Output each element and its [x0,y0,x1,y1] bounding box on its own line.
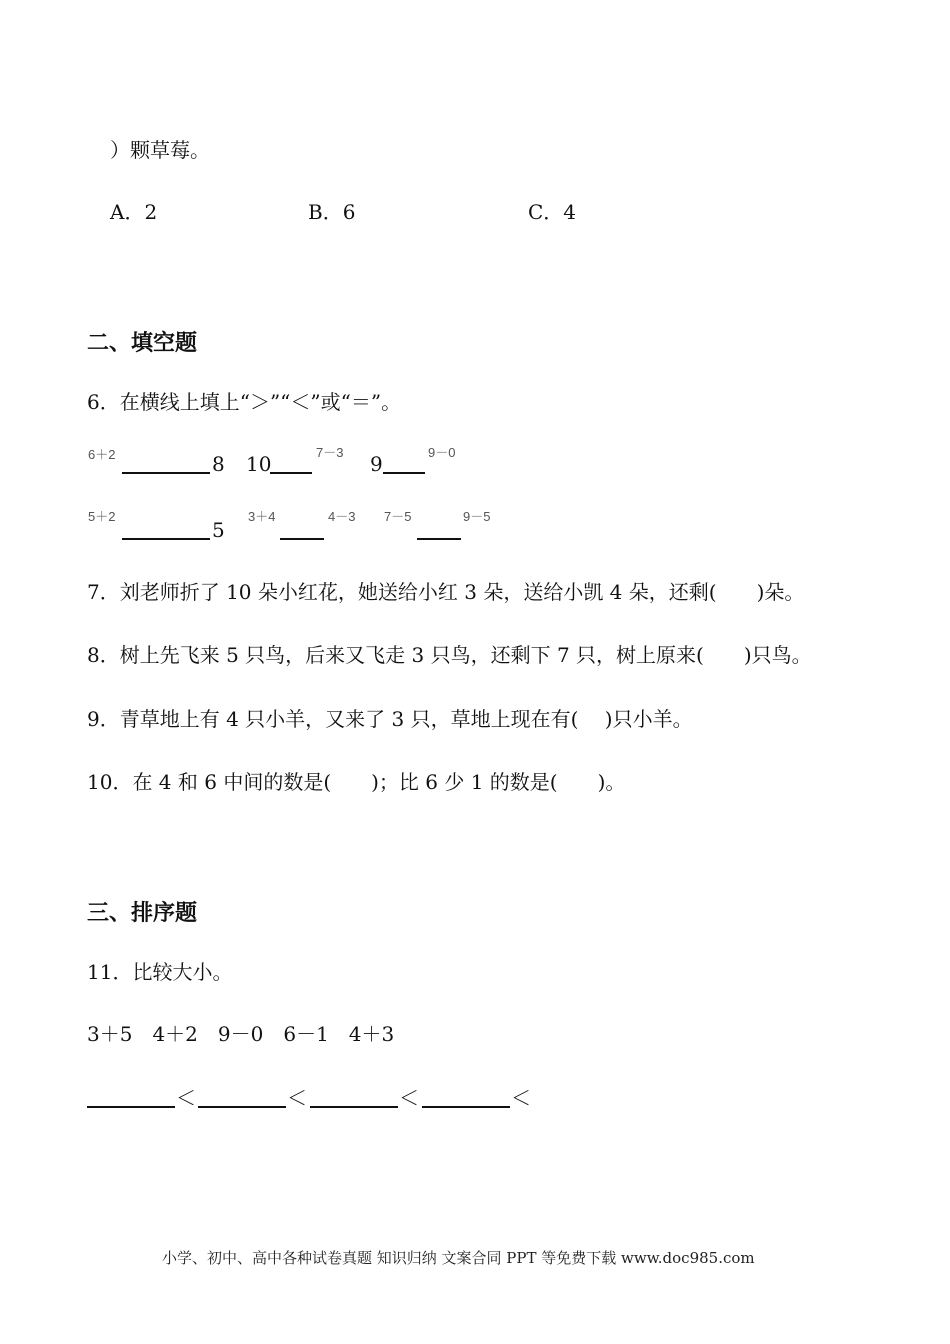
q8-text: 8．树上先飞来 5 只鸟，后来又飞走 3 只鸟，还剩下 7 只，树上原来( )只鸟。 [87,643,812,667]
q6-row2-blank-c[interactable] [417,538,461,540]
q11-stem: 11．比较大小。 [87,960,233,984]
q6-row2-expr-c: 4－3 [328,509,356,524]
q6-row2-expr-a: 5＋2 [88,509,116,524]
q6-row2-expr-e: 9－5 [463,509,491,524]
section-heading-fill: 二、填空题 [87,331,198,356]
q6-row2-expr-d: 7－5 [384,509,412,524]
q6-row1-blank-a[interactable] [122,472,210,474]
q5-option-c: C．4 [528,200,577,224]
q10-text: 10．在 4 和 6 中间的数是( )；比 6 少 1 的数是( )。 [87,770,626,794]
q6-row2-expr-b: 3＋4 [248,509,276,524]
q7-text: 7．刘老师折了 10 朵小红花，她送给小红 3 朵，送给小凯 4 朵，还剩( )朵。 [87,580,805,604]
q6-row1-num-c: 9 [370,452,383,476]
q11-lt-2: ＜ [287,1086,307,1110]
section-heading-sort: 三、排序题 [87,901,198,926]
q6-row2-blank-a[interactable] [122,538,210,540]
q6-row2-blank-b[interactable] [280,538,324,540]
q5-option-b: B．6 [308,200,356,224]
q11-blank-3[interactable] [310,1106,398,1108]
q6-row1-num-b: 10 [246,452,272,476]
q6-row2-num-a: 5 [212,518,225,542]
q11-lt-4: ＜ [511,1086,531,1110]
q6-row1-blank-c[interactable] [383,472,425,474]
q6-row1-expr-a: 6＋2 [88,447,116,462]
page-footer: 小学、初中、高中各种试卷真题 知识归纳 文案合同 PPT 等免费下载 www.doc985.com [162,1249,755,1267]
q5-option-a: A．2 [110,200,158,224]
q6-row1-expr-b: 7－3 [316,445,344,460]
q11-blank-4[interactable] [422,1106,510,1108]
q6-stem: 6．在横线上填上“＞”“＜”或“＝”。 [87,390,402,414]
q5-tail: ）颗草莓。 [110,138,210,162]
q11-blank-1[interactable] [87,1106,175,1108]
q6-row1-num-a: 8 [212,452,225,476]
q9-text: 9．青草地上有 4 只小羊，又来了 3 只，草地上现在有( )只小羊。 [87,707,693,731]
q6-row1-blank-b[interactable] [270,472,312,474]
q11-expressions: 3＋5 4＋2 9－0 6－1 4＋3 [87,1022,395,1046]
q6-row1-expr-c: 9－0 [428,445,456,460]
q11-lt-1: ＜ [176,1086,196,1110]
q11-blank-2[interactable] [198,1106,286,1108]
q11-lt-3: ＜ [399,1086,419,1110]
